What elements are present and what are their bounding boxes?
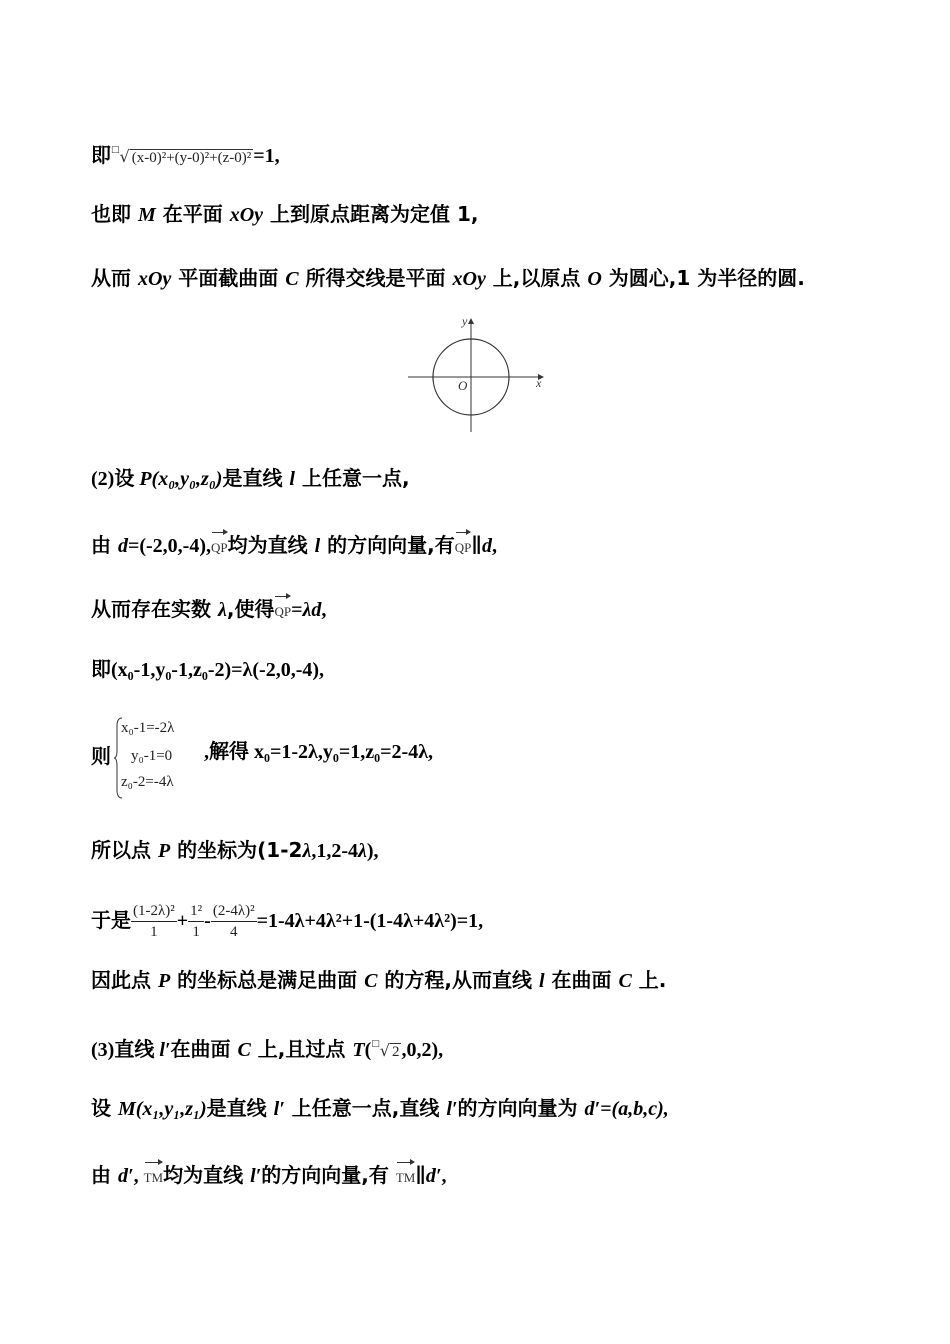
fraction — [188, 901, 204, 942]
text: (2)设 — [91, 468, 140, 490]
statement-line — [91, 264, 805, 293]
system-row: x₀-1=-2λ — [121, 720, 175, 736]
var: M — [117, 1098, 136, 1120]
statement-line — [91, 528, 497, 562]
statement-line — [91, 1094, 669, 1123]
text: =1, — [253, 145, 280, 167]
text: =(-2,0,-4), — [127, 535, 212, 557]
var: P — [157, 840, 171, 862]
vector-qp: QP — [211, 528, 228, 562]
text: , — [133, 1165, 144, 1187]
text: (x₁,y₁,z₁) — [135, 1098, 207, 1120]
text: + — [176, 910, 189, 932]
var: l — [289, 468, 295, 490]
var: λ — [302, 840, 312, 862]
denominator: 4 — [229, 924, 238, 940]
numerator: (2-4λ)² — [211, 901, 257, 922]
equation-line — [91, 898, 483, 943]
var: T — [352, 1039, 365, 1061]
system-row: z₀-2=-4λ — [121, 774, 174, 790]
text: 也即 — [91, 202, 138, 226]
text: ∥ — [471, 535, 482, 557]
var: xOy — [452, 268, 486, 290]
text: 均为直线 — [227, 533, 315, 557]
statement-line — [91, 836, 379, 865]
text: ,使得 — [226, 597, 275, 621]
var: l — [314, 535, 321, 557]
var: d′ — [117, 1165, 134, 1187]
numerator: (1-2λ)² — [131, 901, 177, 922]
numerator: 1² — [188, 901, 204, 922]
var: C — [618, 970, 632, 992]
text: 在平面 — [155, 202, 230, 226]
text: =(a,b,c), — [600, 1098, 669, 1120]
unit-circle-figure — [400, 310, 550, 435]
text: 的方向向量,有 — [261, 1163, 396, 1187]
vector-tm: TM — [144, 1158, 164, 1192]
vector-tm: TM — [396, 1158, 416, 1192]
statement-line — [91, 966, 666, 995]
statement-line — [91, 200, 478, 229]
x-label: x — [536, 376, 542, 390]
system-prefix: 则 — [91, 744, 111, 768]
text: 即 — [91, 143, 111, 167]
var: P — [157, 970, 171, 992]
radicand: (x-0)²+(y-0)²+(z-0)² — [131, 150, 252, 166]
var: l — [539, 970, 545, 992]
text: 上到原点距离为定值 1, — [263, 202, 479, 226]
text: 的坐标总是满足曲面 — [170, 968, 365, 992]
text: 为圆心,1 为半径的圆. — [601, 266, 805, 290]
text: ( — [364, 1039, 372, 1061]
var: P — [139, 468, 152, 490]
statement-line — [91, 464, 410, 493]
text: 上,且过点 — [250, 1037, 353, 1061]
var: d — [481, 535, 492, 557]
var: l′ — [250, 1165, 262, 1187]
var: d — [117, 535, 128, 557]
text: 上,以原点 — [485, 266, 588, 290]
var: d′ — [584, 1098, 601, 1120]
text: 所得交线是平面 — [298, 266, 453, 290]
text: 平面截曲面 — [171, 266, 286, 290]
text: (x₀,y₀,z₀) — [151, 468, 223, 490]
text: 由 — [91, 1163, 118, 1187]
text: 从而 — [91, 266, 138, 290]
text: 因此点 — [91, 968, 158, 992]
var: C — [364, 970, 378, 992]
text: , — [491, 535, 497, 557]
sqrt-sign: □√ — [111, 145, 130, 166]
statement-line — [91, 1158, 447, 1192]
var: λ — [217, 599, 227, 621]
text: 是直线 — [206, 1096, 274, 1120]
var: d — [311, 599, 322, 621]
text: 的方向向量为 — [457, 1096, 585, 1120]
text: 上. — [631, 968, 667, 992]
statement-line — [91, 592, 326, 626]
text: 的坐标为(1-2 — [170, 838, 303, 862]
var: C — [285, 268, 299, 290]
solution-text: ,解得 x₀=1-2λ,y₀=1,z₀=2-4λ, — [204, 741, 434, 763]
text: 于是 — [91, 908, 131, 932]
fraction — [131, 901, 177, 942]
var: λ — [358, 840, 367, 862]
origin-label: O — [458, 378, 468, 393]
equation-line: 即(x₀-1,y₀-1,z₀-2)=λ(-2,0,-4), — [91, 659, 325, 681]
vector-qp: QP — [455, 528, 472, 562]
text: 上任意一点,直线 — [284, 1096, 447, 1120]
text: 均为直线 — [163, 1163, 251, 1187]
equation-distance — [91, 136, 280, 172]
var: O — [587, 268, 602, 290]
text: 在曲面 — [170, 1037, 238, 1061]
var: l′ — [159, 1039, 171, 1061]
var: λ — [302, 599, 312, 621]
text: ∥ — [415, 1165, 426, 1187]
text: - — [204, 910, 211, 932]
text: , — [441, 1165, 447, 1187]
var: l′ — [446, 1098, 458, 1120]
text: 的方向向量,有 — [320, 533, 455, 557]
text: 的方程,从而直线 — [377, 968, 539, 992]
var: M — [137, 204, 156, 226]
radicand: 2 — [391, 1044, 400, 1060]
sqrt-sign: □√ — [371, 1039, 390, 1060]
text: ), — [366, 840, 379, 862]
var: xOy — [137, 268, 172, 290]
equation-system — [113, 716, 203, 800]
text: 上任意一点, — [294, 466, 410, 490]
var: xOy — [229, 204, 264, 226]
fraction — [211, 901, 257, 942]
text: ,0,2), — [401, 1039, 444, 1061]
text: , — [321, 599, 327, 621]
text: =1-4λ+4λ²+1-(1-4λ+4λ²)=1, — [256, 910, 484, 932]
var: d′ — [425, 1165, 442, 1187]
y-axis-arrow-icon — [468, 318, 474, 324]
text: 从而存在实数 — [91, 597, 218, 621]
y-label: y — [462, 314, 468, 328]
denominator: 1 — [150, 924, 158, 940]
vector-qp: QP — [274, 592, 291, 626]
system-row: y₀-1=0 — [131, 748, 173, 764]
text: ,1,2-4 — [311, 840, 358, 862]
denominator: 1 — [192, 924, 200, 940]
text: 是直线 — [222, 466, 290, 490]
statement-line — [91, 1030, 443, 1066]
text: 设 — [91, 1096, 118, 1120]
var: C — [237, 1039, 251, 1061]
text: = — [291, 599, 303, 621]
text: 在曲面 — [544, 968, 619, 992]
text: 所以点 — [91, 838, 158, 862]
text: 由 — [91, 533, 118, 557]
text: (3)直线 — [91, 1039, 160, 1061]
var: l′ — [273, 1098, 285, 1120]
